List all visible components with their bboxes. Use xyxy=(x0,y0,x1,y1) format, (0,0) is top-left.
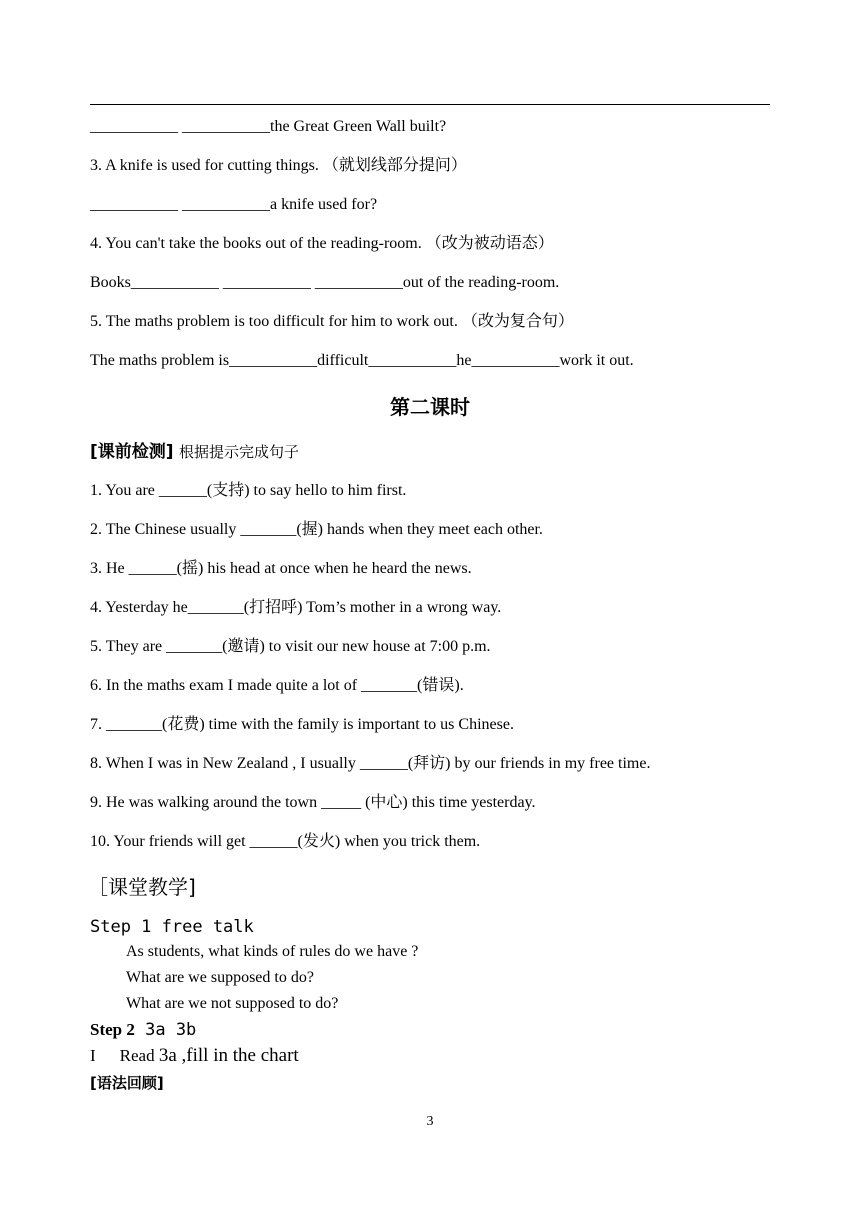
read-task: 3a ,fill in the chart xyxy=(158,1045,299,1066)
classroom-heading: ［课堂教学] xyxy=(88,875,196,899)
pre-check-item: 2. The Chinese usually _______(握) hands when they meet each other. xyxy=(90,521,543,538)
step2-label: Step 2 xyxy=(90,1020,135,1039)
step1-question: As students, what kinds of rules do we have ? xyxy=(126,943,419,960)
q5-answer-line: The maths problem is___________difficult___________he___________work it out. xyxy=(90,352,634,369)
pre-check-item: 9. He was walking around the town _____ (中心) this time yesterday. xyxy=(90,794,536,811)
grammar-review-heading: [语法回顾] xyxy=(90,1074,164,1092)
step2-title xyxy=(90,1019,196,1041)
read-roman-numeral: I xyxy=(90,1046,96,1065)
pre-check-item: 6. In the maths exam I made quite a lot of _______(错误). xyxy=(90,677,464,694)
q4-answer-line: Books___________ ___________ ___________out of the reading-room. xyxy=(90,274,560,291)
pre-check-label: [课前检测] xyxy=(90,442,174,462)
q3-answer-line: ___________ ___________a knife used for? xyxy=(90,196,378,213)
lesson-title: 第二课时 xyxy=(390,395,470,419)
question-3: 3. A knife is used for cutting things. （就划线部分提问） xyxy=(90,157,467,174)
read-instruction xyxy=(90,1045,299,1067)
pre-check-item: 10. Your friends will get ______(发火) when you trick them. xyxy=(90,833,481,850)
pre-check-instruction: 根据提示完成句子 xyxy=(178,443,299,461)
step2-parts: 3a 3b xyxy=(134,1020,197,1040)
step1-title: Step 1 free talk xyxy=(90,917,254,937)
pre-check-heading xyxy=(90,441,299,463)
pre-check-item: 7. _______(花费) time with the family is important to us Chinese. xyxy=(90,716,514,733)
question-5: 5. The maths problem is too difficult for him to work out. （改为复合句） xyxy=(90,313,574,330)
pre-check-item: 5. They are _______(邀请) to visit our new house at 7:00 p.m. xyxy=(90,638,491,655)
question-4: 4. You can't take the books out of the reading-room. （改为被动语态） xyxy=(90,235,554,252)
header-rule xyxy=(90,104,770,105)
pre-check-item: 1. You are ______(支持) to say hello to him first. xyxy=(90,482,407,499)
pre-check-item: 8. When I was in New Zealand , I usually ______(拜访) by our friends in my free time. xyxy=(90,755,651,772)
pre-check-item: 4. Yesterday he_______(打招呼) Tom’s mother in a wrong way. xyxy=(90,599,502,616)
read-label: Read xyxy=(119,1046,159,1065)
step1-question: What are we supposed to do? xyxy=(126,969,314,986)
step1-question: What are we not supposed to do? xyxy=(126,995,339,1012)
page-number: 3 xyxy=(426,1114,434,1129)
pre-check-item: 3. He ______(摇) his head at once when he heard the news. xyxy=(90,560,472,577)
q2-answer-line: ___________ ___________the Great Green Wall built? xyxy=(90,118,447,135)
